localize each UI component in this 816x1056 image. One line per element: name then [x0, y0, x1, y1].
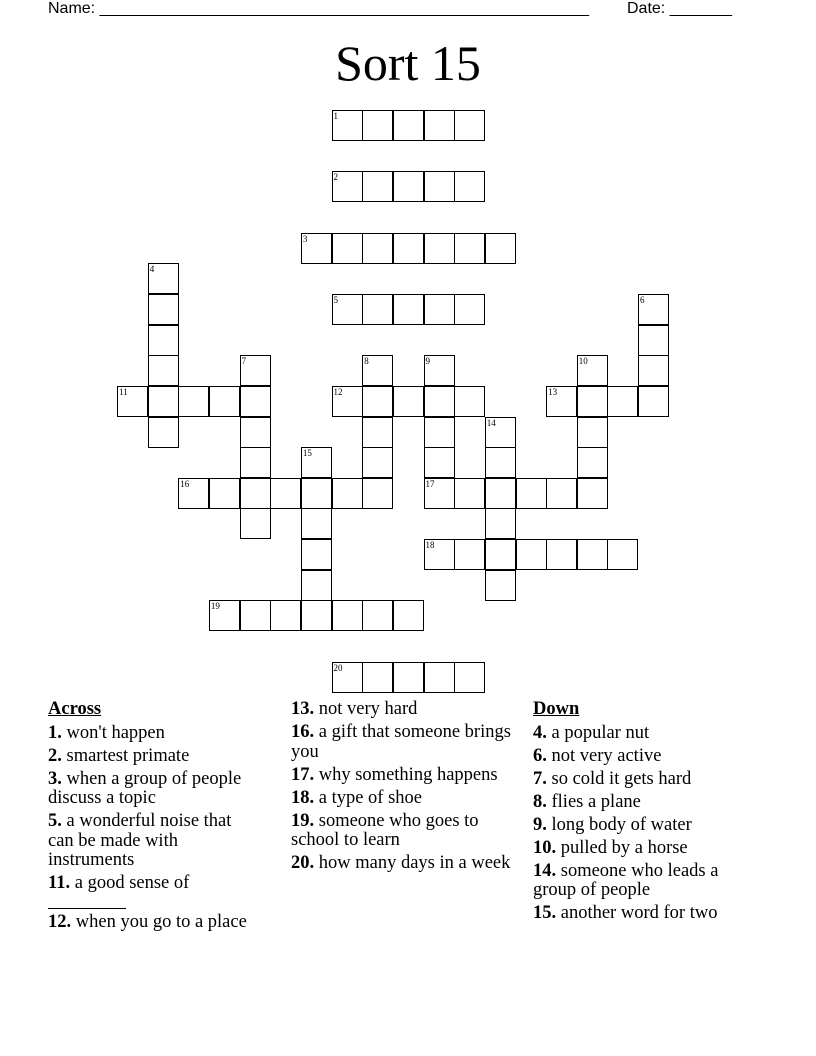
- grid-cell[interactable]: [362, 662, 393, 693]
- grid-cell[interactable]: [393, 600, 424, 631]
- clue-down-8: [533, 793, 755, 813]
- grid-cell[interactable]: [362, 110, 393, 141]
- grid-cell[interactable]: [546, 386, 577, 417]
- grid-cell[interactable]: [577, 355, 608, 386]
- grid-cell[interactable]: [577, 386, 608, 417]
- grid-cell[interactable]: [332, 171, 363, 202]
- grid-cell[interactable]: [301, 478, 332, 509]
- grid-cell[interactable]: [546, 478, 577, 509]
- clue-number: 11.: [48, 873, 71, 893]
- clue-across-19: [291, 812, 516, 851]
- clue-number: 12.: [48, 911, 72, 932]
- cell-number: 14: [486, 417, 496, 428]
- grid-cell[interactable]: [178, 386, 209, 417]
- grid-cell[interactable]: [332, 478, 363, 509]
- grid-cell[interactable]: [607, 539, 638, 570]
- clues-column-3: [533, 700, 755, 927]
- clue-across-3: [48, 770, 253, 809]
- clue-across-5: [48, 812, 253, 871]
- grid-cell[interactable]: [393, 662, 424, 693]
- grid-cell[interactable]: [424, 233, 455, 264]
- cell-number: 13: [548, 386, 558, 397]
- clue-text: not very active: [551, 745, 662, 766]
- grid-cell[interactable]: [454, 110, 485, 141]
- clue-down-9: [533, 816, 755, 836]
- clue-text: how many days in a week: [318, 853, 511, 873]
- cell-number: 9: [425, 356, 430, 367]
- grid-cell[interactable]: [485, 539, 516, 570]
- grid-cell[interactable]: [362, 417, 393, 448]
- clue-number: 2.: [48, 745, 62, 766]
- grid-cell[interactable]: [546, 539, 577, 570]
- grid-cell[interactable]: [240, 508, 271, 539]
- grid-cell[interactable]: [301, 508, 332, 539]
- clue-across-1: [48, 724, 253, 744]
- grid-cell[interactable]: [454, 662, 485, 693]
- grid-cell[interactable]: [638, 325, 669, 356]
- clue-text: smartest primate: [66, 745, 190, 766]
- grid-cell[interactable]: [148, 417, 179, 448]
- grid-cell[interactable]: [332, 110, 363, 141]
- answer-blank-line: [48, 894, 126, 909]
- grid-cell[interactable]: [301, 539, 332, 570]
- cell-number: 8: [364, 356, 369, 367]
- clue-text: why something happens: [318, 764, 498, 785]
- clue-text: a type of shoe: [318, 787, 423, 808]
- grid-cell[interactable]: [209, 478, 240, 509]
- clue-down-14: [533, 862, 755, 901]
- grid-cell[interactable]: [240, 355, 271, 386]
- grid-cell[interactable]: [148, 263, 179, 294]
- grid-cell[interactable]: [240, 417, 271, 448]
- clue-across-16: [291, 723, 516, 762]
- grid-cell[interactable]: [362, 294, 393, 325]
- clue-text: a good sense of: [74, 873, 190, 893]
- clue-number: 6.: [533, 745, 547, 766]
- clue-text: a popular nut: [551, 722, 650, 743]
- clue-number: 15.: [533, 903, 557, 923]
- grid-cell[interactable]: [485, 233, 516, 264]
- grid-cell[interactable]: [301, 233, 332, 264]
- cell-number: 6: [640, 294, 645, 305]
- grid-cell[interactable]: [393, 294, 424, 325]
- clue-text: not very hard: [318, 699, 418, 719]
- grid-cell[interactable]: [362, 355, 393, 386]
- grid-cell[interactable]: [485, 447, 516, 478]
- grid-cell[interactable]: [454, 294, 485, 325]
- cell-number: 10: [578, 356, 588, 367]
- clue-number: 18.: [291, 787, 315, 808]
- clue-number: 1.: [48, 722, 62, 743]
- clue-number: 19.: [291, 810, 315, 831]
- cell-number: 11: [119, 386, 128, 397]
- grid-cell[interactable]: [362, 171, 393, 202]
- grid-cell[interactable]: [301, 447, 332, 478]
- clue-number: 5.: [48, 811, 62, 831]
- cell-number: 18: [425, 540, 435, 551]
- grid-cell[interactable]: [332, 294, 363, 325]
- grid-cell[interactable]: [362, 233, 393, 264]
- cell-number: 3: [302, 233, 308, 244]
- grid-cell[interactable]: [362, 386, 393, 417]
- grid-cell[interactable]: [270, 600, 301, 631]
- clue-text: long body of water: [551, 814, 692, 835]
- cell-number: 4: [149, 264, 155, 275]
- clue-text: someone who leads a group of people: [533, 860, 719, 900]
- grid-cell[interactable]: [117, 386, 148, 417]
- grid-cell[interactable]: [362, 447, 393, 478]
- clue-number: 8.: [533, 791, 547, 812]
- grid-cell[interactable]: [485, 478, 516, 509]
- clue-number: 4.: [533, 722, 547, 743]
- grid-cell[interactable]: [240, 386, 271, 417]
- grid-cell[interactable]: [424, 662, 455, 693]
- grid-cell[interactable]: [301, 570, 332, 601]
- grid-cell[interactable]: [424, 447, 455, 478]
- clue-down-7: [533, 770, 755, 790]
- clue-across-18: [291, 789, 516, 809]
- cell-number: 19: [210, 601, 220, 612]
- grid-cell[interactable]: [454, 478, 485, 509]
- down-heading: Down: [533, 699, 580, 719]
- grid-cell[interactable]: [393, 233, 424, 264]
- cell-number: 7: [241, 356, 247, 367]
- clue-number: 14.: [533, 860, 557, 881]
- grid-cell[interactable]: [424, 355, 455, 386]
- grid-cell[interactable]: [577, 447, 608, 478]
- grid-cell[interactable]: [148, 294, 179, 325]
- clue-number: 7.: [533, 768, 547, 789]
- grid-cell[interactable]: [148, 355, 179, 386]
- grid-cell[interactable]: [393, 110, 424, 141]
- grid-cell[interactable]: [148, 325, 179, 356]
- grid-cell[interactable]: [332, 233, 363, 264]
- grid-cell[interactable]: [270, 478, 301, 509]
- cell-number: 12: [333, 386, 343, 397]
- grid-cell[interactable]: [638, 355, 669, 386]
- grid-cell[interactable]: [362, 600, 393, 631]
- clue-text: a gift that someone brings you: [291, 722, 511, 762]
- grid-cell[interactable]: [424, 417, 455, 448]
- clue-number: 17.: [291, 764, 315, 785]
- clue-number: 16.: [291, 722, 315, 742]
- grid-cell[interactable]: [454, 171, 485, 202]
- name-field[interactable]: Name: _______________________________________________________: [48, 0, 589, 17]
- clue-down-15: [533, 904, 755, 924]
- grid-cell[interactable]: [424, 294, 455, 325]
- grid-cell[interactable]: [454, 233, 485, 264]
- clue-across-11: [48, 874, 253, 909]
- clue-across-20: [291, 854, 516, 874]
- clue-across-2: [48, 747, 253, 767]
- cell-number: 1: [333, 111, 338, 121]
- clue-text: when a group of people discuss a topic: [48, 768, 242, 808]
- grid-cell[interactable]: [516, 478, 547, 509]
- grid-cell[interactable]: [607, 386, 638, 417]
- clues-column-2: [291, 700, 516, 877]
- grid-cell[interactable]: [638, 386, 669, 417]
- clue-across-17: [291, 766, 516, 786]
- grid-cell[interactable]: [424, 110, 455, 141]
- clue-text: another word for two: [560, 903, 718, 923]
- clue-number: 20.: [291, 853, 315, 873]
- grid-cell[interactable]: [332, 600, 363, 631]
- clue-text: when you go to a place: [75, 911, 247, 932]
- cell-number: 20: [333, 662, 343, 673]
- clue-number: 3.: [48, 768, 62, 789]
- date-field[interactable]: Date: _______: [627, 0, 732, 17]
- clue-down-6: [533, 747, 755, 767]
- page-title: Sort 15: [335, 35, 481, 91]
- grid-cell[interactable]: [393, 386, 424, 417]
- grid-cell[interactable]: [485, 508, 516, 539]
- grid-cell[interactable]: [240, 447, 271, 478]
- grid-cell[interactable]: [362, 478, 393, 509]
- clue-text: flies a plane: [551, 791, 641, 812]
- clue-text: won't happen: [66, 722, 165, 743]
- grid-cell[interactable]: [516, 539, 547, 570]
- grid-cell[interactable]: [178, 478, 209, 509]
- grid-cell[interactable]: [485, 417, 516, 448]
- grid-cell[interactable]: [424, 171, 455, 202]
- cell-number: 17: [425, 478, 435, 489]
- grid-cell[interactable]: [424, 539, 455, 570]
- clue-text: a wonderful noise that can be made with instruments: [48, 811, 232, 870]
- grid-cell[interactable]: [577, 417, 608, 448]
- grid-cell[interactable]: [485, 570, 516, 601]
- grid-cell[interactable]: [240, 600, 271, 631]
- grid-cell[interactable]: [209, 600, 240, 631]
- clue-across-12: [48, 913, 253, 933]
- grid-cell[interactable]: [240, 478, 271, 509]
- clues-column-1: [48, 700, 253, 936]
- grid-cell[interactable]: [454, 386, 485, 417]
- clue-down-10: [533, 839, 755, 859]
- cell-number: 15: [302, 448, 312, 459]
- grid-cell[interactable]: [209, 386, 240, 417]
- grid-cell[interactable]: [638, 294, 669, 325]
- grid-cell[interactable]: [424, 386, 455, 417]
- grid-cell[interactable]: [393, 171, 424, 202]
- across-heading: Across: [48, 699, 102, 719]
- grid-cell[interactable]: [332, 662, 363, 693]
- clue-number: 9.: [533, 814, 547, 835]
- clue-text: pulled by a horse: [560, 837, 688, 858]
- clue-number: 13.: [291, 699, 315, 719]
- grid-cell[interactable]: [332, 386, 363, 417]
- grid-cell[interactable]: [454, 539, 485, 570]
- grid-cell[interactable]: [148, 386, 179, 417]
- grid-cell[interactable]: [424, 478, 455, 509]
- clue-down-4: [533, 724, 755, 744]
- clue-text: someone who goes to school to learn: [291, 810, 479, 850]
- clue-across-13: [291, 700, 516, 720]
- grid-cell[interactable]: [577, 539, 608, 570]
- cell-number: 5: [333, 294, 338, 305]
- cell-number: 2: [333, 172, 338, 183]
- grid-cell[interactable]: [301, 600, 332, 631]
- clue-number: 10.: [533, 837, 557, 858]
- cell-number: 16: [180, 478, 190, 489]
- grid-cell[interactable]: [577, 478, 608, 509]
- clue-text: so cold it gets hard: [551, 768, 692, 789]
